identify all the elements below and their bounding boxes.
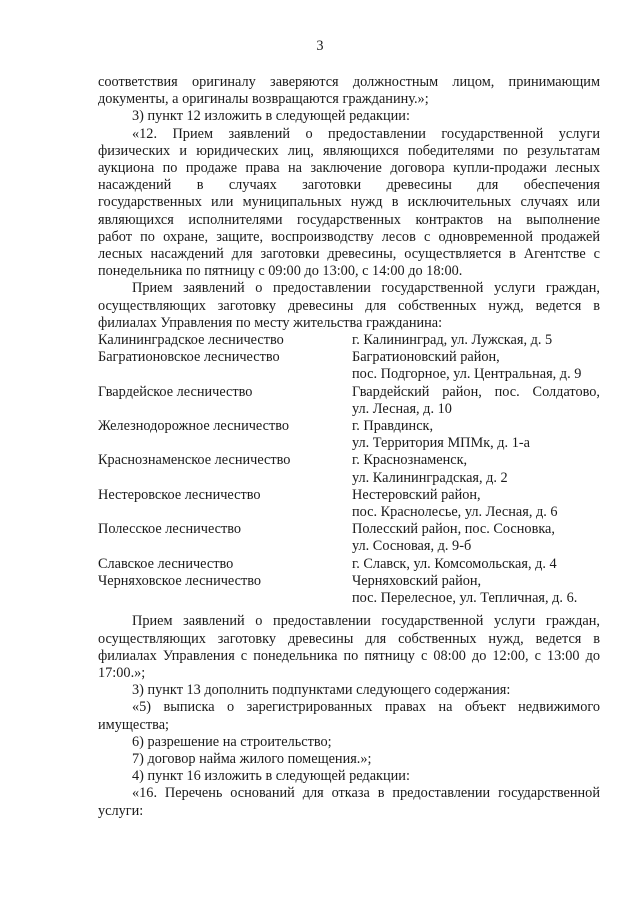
paragraph-clause-16 <box>98 785 600 819</box>
forestry-address <box>352 521 600 555</box>
address-line: Багратионовский район, <box>352 349 500 366</box>
forestry-address <box>352 384 600 418</box>
text-line: аукциона по продаже права на заключение договора купли-продажи лесных <box>98 160 600 177</box>
forestry-name: Багратионовское лесничество <box>98 349 280 366</box>
forestry-name: Железнодорожное лесничество <box>98 418 290 435</box>
paragraph-item-3: 3) пункт 12 изложить в следующей редакции: <box>132 108 410 125</box>
forestry-name: Краснознаменское лесничество <box>98 452 291 469</box>
text-line: имущества; <box>98 716 170 733</box>
forestry-entry <box>98 573 600 607</box>
forestry-name: Славское лесничество <box>98 555 234 572</box>
text-line: государственных или муниципальных нужд в исключительных случаях или <box>98 194 600 211</box>
paragraph-item-3-clause-13: 3) пункт 13 дополнить подпунктами следующего содержания: <box>132 682 511 699</box>
paragraph-clause-12 <box>98 126 600 281</box>
address-line: г. Правдинск, <box>352 418 434 435</box>
address-line: Черняховский район, <box>352 572 482 589</box>
forestry-address <box>352 573 600 607</box>
paragraph-continuation <box>98 74 600 108</box>
text-line: понедельника по пятницу с 09:00 до 13:00, с 14:00 до 18:00. <box>98 263 463 280</box>
forestry-address <box>352 556 600 573</box>
forestry-entry <box>98 332 600 349</box>
text-line: осуществляющих заготовку древесины для собственных нужд, ведется в <box>98 630 600 647</box>
text-line: документы, а оригиналы возвращаются гражданину.»; <box>98 91 429 108</box>
address-line: Нестеровский район, <box>352 486 481 503</box>
text-line: филиалах Управления по месту жительства гражданина: <box>98 314 443 331</box>
forestry-address <box>352 452 600 486</box>
paragraph-subitem-6: 6) разрешение на строительство; <box>132 733 332 750</box>
text-line: являющихся исполнителями государственных контрактов на выполнение <box>98 211 600 228</box>
text-line: физических и юридических лиц, являющихся победителями по результатам <box>98 142 600 159</box>
address-line: Гвардейский район, пос. Солдатово, <box>352 383 600 400</box>
document-body <box>98 74 600 820</box>
text-line: работ по охране, защите, воспроизводству лесов с одновременной продажей <box>98 228 600 245</box>
page-number: 3 <box>316 38 324 54</box>
text-line: «12. Прием заявлений о предоставлении государственной услуги <box>132 125 600 142</box>
address-line: ул. Сосновая, д. 9-б <box>352 538 472 555</box>
forestry-name: Гвардейское лесничество <box>98 383 253 400</box>
address-line: г. Краснознаменск, <box>352 452 468 469</box>
address-line: пос. Перелесное, ул. Тепличная, д. 6. <box>352 590 578 607</box>
text-line: Прием заявлений о предоставлении государственной услуги граждан, <box>132 613 600 630</box>
forestry-entry <box>98 487 600 521</box>
forestry-address <box>352 487 600 521</box>
forestry-entry <box>98 452 600 486</box>
forestry-entry <box>98 349 600 383</box>
forestry-address <box>352 332 600 349</box>
text-line: осуществляющих заготовку древесины для собственных нужд, ведется в <box>98 297 600 314</box>
address-line: ул. Территория МПМк, д. 1-а <box>352 435 530 452</box>
address-line: пос. Подгорное, ул. Центральная, д. 9 <box>352 366 582 383</box>
forestry-address <box>352 418 600 452</box>
text-line: лесных насаждений для заготовки древесины, осуществляется в Агентстве с <box>98 246 600 263</box>
forestry-name: Нестеровское лесничество <box>98 486 261 503</box>
text-line: 17:00.»; <box>98 664 146 681</box>
forestry-name: Полесское лесничество <box>98 521 242 538</box>
paragraph-subitem-5 <box>98 699 600 733</box>
paragraph-item-4: 4) пункт 16 изложить в следующей редакции: <box>132 768 410 785</box>
address-line: ул. Калининградская, д. 2 <box>352 469 508 486</box>
forestry-entry <box>98 556 600 573</box>
text-line: насаждений в случаях заготовки древесины для обеспечения <box>98 177 600 194</box>
forestry-address <box>352 349 600 383</box>
text-line: услуги: <box>98 802 144 819</box>
forestry-name: Калининградское лесничество <box>98 332 284 349</box>
text-line: соответствия оригиналу заверяются должностным лицом, принимающим <box>98 74 600 90</box>
text-line: «5) выписка о зарегистрированных правах на объект недвижимого <box>132 699 600 716</box>
text-line: Прием заявлений о предоставлении государственной услуги граждан, <box>132 280 600 297</box>
address-line: г. Славск, ул. Комсомольская, д. 4 <box>352 555 557 572</box>
forestry-entry <box>98 384 600 418</box>
address-line: г. Калининград, ул. Лужская, д. 5 <box>352 332 553 349</box>
forestry-name: Черняховское лесничество <box>98 572 262 589</box>
forestry-entry <box>98 418 600 452</box>
forestry-entry <box>98 521 600 555</box>
paragraph-subitem-7: 7) договор найма жилого помещения.»; <box>132 750 372 767</box>
text-line: «16. Перечень оснований для отказа в предоставлении государственной <box>132 785 600 802</box>
forestry-list <box>98 332 600 607</box>
text-line: филиалах Управления с понедельника по пятницу с 08:00 до 12:00, с 13:00 до <box>98 647 600 664</box>
address-line: пос. Краснолесье, ул. Лесная, д. 6 <box>352 504 558 521</box>
paragraph-reception-hours <box>98 613 600 682</box>
address-line: Полесский район, пос. Сосновка, <box>352 521 555 538</box>
paragraph-citizens-reception <box>98 280 600 332</box>
address-line: ул. Лесная, д. 10 <box>352 400 452 417</box>
